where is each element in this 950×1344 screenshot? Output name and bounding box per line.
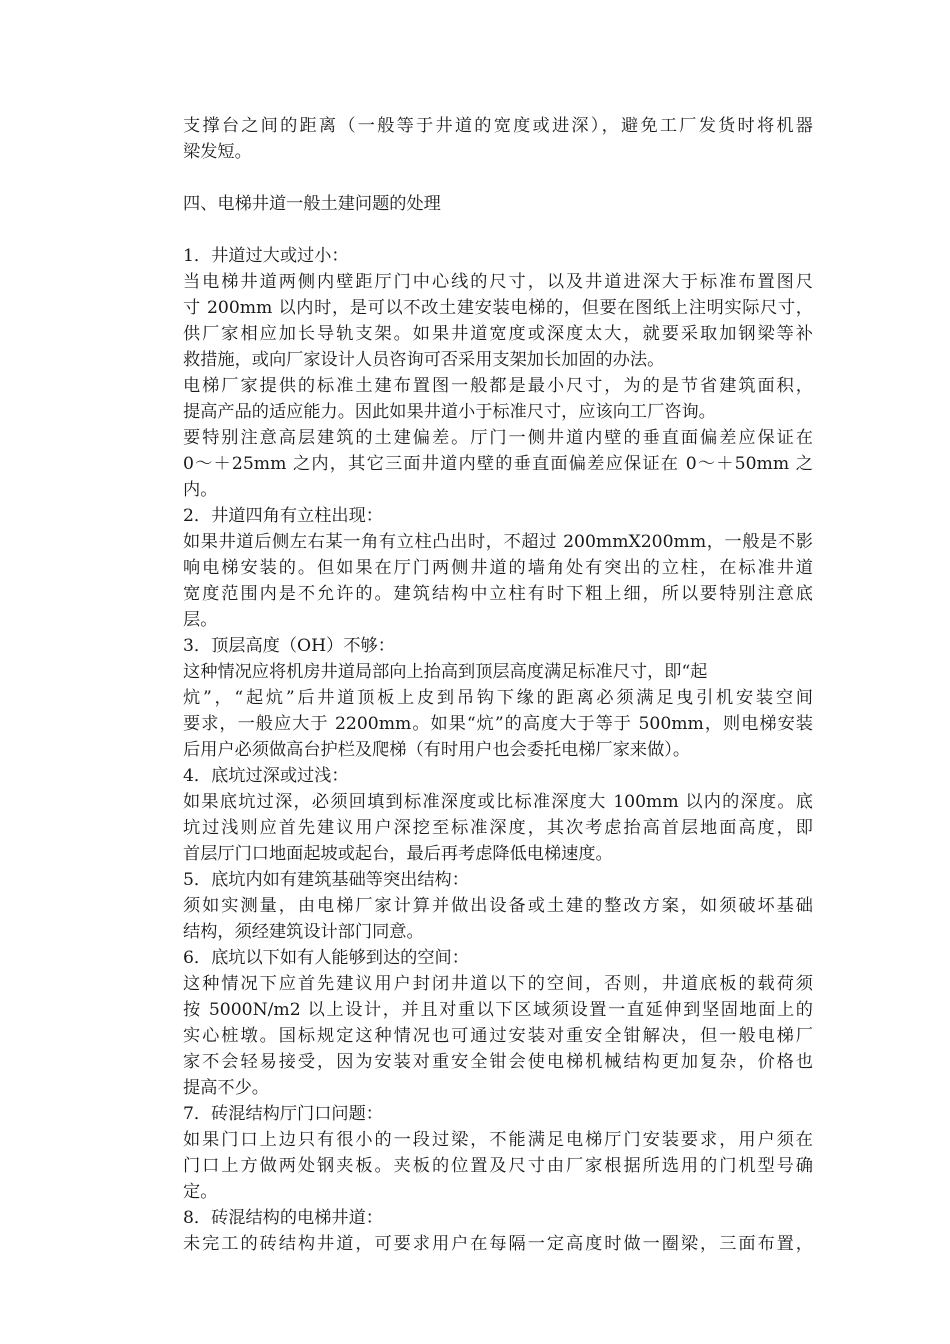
text-line: 坑过浅则应首先建议用户深挖至标准深度，其次考虑抬高首层地面高度，即: [183, 818, 813, 838]
text-line: 当电梯井道两侧内壁距厅门中心线的尺寸，以及井道进深大于标准布置图尺: [183, 272, 813, 292]
text-line: 如果底坑过深，必须回填到标准深度或比标准深度大 100mm 以内的深度。底: [183, 792, 813, 812]
text-line: 结构，须经建筑设计部门同意。: [183, 922, 424, 942]
item-heading: 5．底坑内如有建筑基础等突出结构：: [183, 870, 469, 890]
item-heading: 7．砖混结构厅门口问题：: [183, 1104, 383, 1124]
item-heading: 3．顶层高度（OH）不够：: [183, 636, 395, 656]
text-line: 门口上方做两处钢夹板。夹板的位置及尺寸由厂家根据所选用的门机型号确: [183, 1156, 813, 1176]
text-line: 这种情况下应首先建议用户封闭井道以下的空间，否则，井道底板的载荷须: [183, 974, 813, 994]
text-line: 实心桩墩。国标规定这种情况也可通过安装对重安全钳解决，但一般电梯厂: [183, 1026, 813, 1046]
text-line: 家不会轻易接受，因为安装对重安全钳会使电梯机械结构更加复杂，价格也: [183, 1052, 813, 1072]
item-list: [183, 243, 813, 1257]
text-line: 电梯厂家提供的标准土建布置图一般都是最小尺寸，为的是节省建筑面积，: [183, 376, 813, 396]
text-line: 按 5000N/m2 以上设计，并且对重以下区域须设置一直延伸到坚固地面上的: [183, 1000, 813, 1020]
text-line: 须如实测量，由电梯厂家计算并做出设备或土建的整改方案，如须破坏基础: [183, 896, 813, 916]
text-line: 宽度范围内是不允许的。建筑结构中立柱有时下粗上细，所以要特别注意底: [183, 584, 813, 604]
item-heading: 6．底坑以下如有人能够到达的空间：: [183, 948, 469, 968]
text-line: 梁发短。: [183, 142, 252, 162]
text-line: 定。: [183, 1182, 218, 1202]
text-line: 寸 200mm 以内时，是可以不改土建安装电梯的，但要在图纸上注明实际尺寸，: [183, 298, 813, 318]
intro-paragraph: [183, 113, 813, 165]
item-heading: 2．井道四角有立柱出现：: [183, 506, 383, 526]
text-line: 如果门口上边只有很小的一段过梁，不能满足电梯厅门安装要求，用户须在: [183, 1130, 813, 1150]
text-line: 提高不少。: [183, 1078, 269, 1098]
document-page: [183, 113, 813, 1257]
item-heading: 1．井道过大或过小：: [183, 246, 349, 266]
blank-line: [183, 165, 813, 191]
item-heading: 8．砖混结构的电梯井道：: [183, 1208, 383, 1228]
item-heading: 4．底坑过深或过浅：: [183, 766, 349, 786]
item-block: [183, 945, 813, 1101]
text-line: 首层厅门口地面起坡或起台，最后再考虑降低电梯速度。: [183, 844, 613, 864]
text-line: 内。: [183, 480, 218, 500]
blank-line: [183, 217, 813, 243]
text-line: 0～＋25mm 之内，其它三面井道内壁的垂直面偏差应保证在 0～＋50mm 之: [183, 454, 813, 474]
text-line: 供厂家相应加长导轨支架。如果井道宽度或深度太大，就要采取加钢梁等补: [183, 324, 813, 344]
text-line: 未完工的砖结构井道，可要求用户在每隔一定高度时做一圈梁，三面布置，: [183, 1234, 813, 1254]
item-block: [183, 867, 813, 945]
text-line: 救措施，或向厂家设计人员咨询可否采用支架加长加固的办法。: [183, 350, 665, 370]
text-line: 提高产品的适应能力。因此如果井道小于标准尺寸，应该向工厂咨询。: [183, 402, 716, 422]
text-line: 要求，一般应大于 2200mm。如果“炕”的高度大于等于 500mm，则电梯安装: [183, 714, 813, 734]
item-block: [183, 1205, 813, 1257]
text-line: 这种情况应将机房井道局部向上抬高到顶层高度满足标准尺寸，即“起: [183, 662, 708, 682]
item-block: [183, 763, 813, 867]
text-line: 响电梯安装的。但如果在厅门两侧井道的墙角处有突出的立柱，在标准井道: [183, 558, 813, 578]
text-line: 后用户必须做高台护栏及爬梯（有时用户也会委托电梯厂家来做）。: [183, 740, 691, 760]
item-block: [183, 503, 813, 633]
item-block: [183, 243, 813, 503]
item-block: [183, 633, 813, 763]
item-block: [183, 1101, 813, 1205]
section-heading: 四、电梯井道一般土建问题的处理: [183, 194, 441, 214]
text-line: 层。: [183, 610, 218, 630]
text-line: 支撑台之间的距离（一般等于井道的宽度或进深），避免工厂发货时将机器: [183, 116, 813, 136]
text-line: 如果井道后侧左右某一角有立柱凸出时，不超过 200mmX200mm，一般是不影: [183, 532, 813, 552]
text-line: 炕”，“起炕”后井道顶板上皮到吊钩下缘的距离必须满足曳引机安装空间: [183, 688, 813, 708]
text-line: 要特别注意高层建筑的土建偏差。厅门一侧井道内壁的垂直面偏差应保证在: [183, 428, 813, 448]
